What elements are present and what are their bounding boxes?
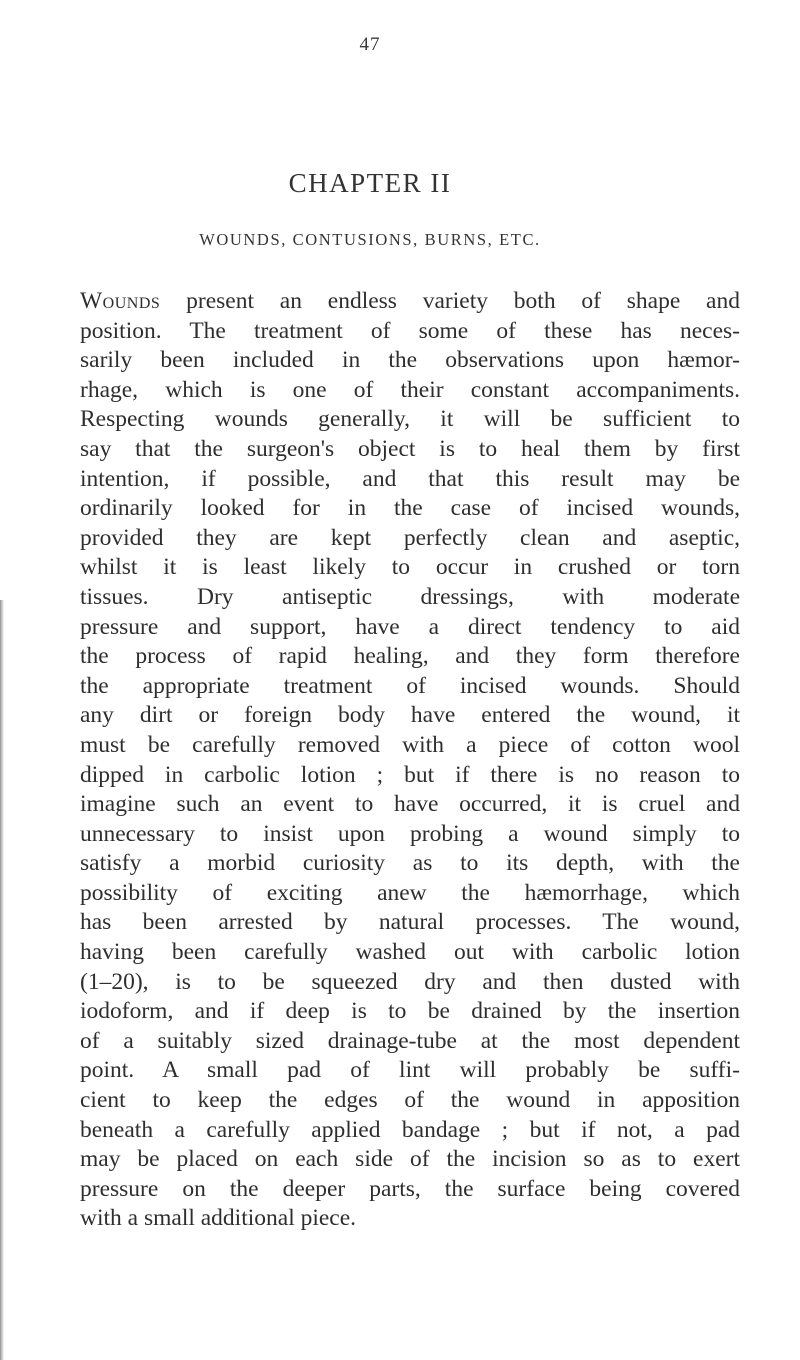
paragraph-line-first — [80, 287, 740, 317]
chapter-title: CHAPTER II — [288, 168, 452, 198]
paragraph-line-last: with a small additional piece. — [80, 1205, 357, 1232]
paragraph-line: position. The treatment of some of these has neces- — [80, 317, 740, 344]
paragraph-first-word: Wounds — [80, 288, 161, 314]
paragraph-line: iodoform, and if deep is to be drained by the insertion — [80, 998, 740, 1025]
paragraph-line: pressure on the deeper parts, the surface being covered — [80, 1175, 740, 1202]
paragraph-line: may be placed on each side of the incision so as to exert — [80, 1146, 740, 1173]
paragraph-line: satisfy a morbid curiosity as to its depth, with the — [80, 850, 740, 877]
page-binding-edge — [0, 600, 4, 1360]
body-paragraph — [80, 287, 740, 1234]
paragraph-line: any dirt or foreign body have entered the wound, it — [80, 702, 740, 729]
paragraph-line: whilst it is least likely to occur in crushed or torn — [80, 554, 740, 581]
paragraph-line: dipped in carbolic lotion ; but if there is no reason to — [80, 761, 740, 788]
paragraph-line: tissues. Dry antiseptic dressings, with moderate — [80, 583, 740, 610]
paragraph-line: Respecting wounds generally, it will be sufficient to — [80, 406, 740, 433]
paragraph-line: ordinarily looked for in the case of incised wounds, — [80, 495, 740, 522]
page-number: 47 — [359, 34, 381, 55]
paragraph-line: imagine such an event to have occurred, it is cruel and — [80, 791, 740, 818]
paragraph-line: pressure and support, have a direct tendency to aid — [80, 613, 740, 640]
paragraph-line: possibility of exciting anew the hæmorrhage, which — [80, 879, 740, 906]
paragraph-line: the process of rapid healing, and they form therefore — [80, 643, 740, 670]
paragraph-line: having been carefully washed out with carbolic lotion — [80, 939, 740, 966]
paragraph-line: point. A small pad of lint will probably be suffi- — [80, 1057, 740, 1084]
paragraph-line: say that the surgeon's object is to heal them by first — [80, 435, 740, 462]
paragraph-line: of a suitably sized drainage-tube at the most dependent — [80, 1027, 740, 1054]
section-title: WOUNDS, CONTUSIONS, BURNS, ETC. — [199, 230, 541, 249]
paragraph-line: must be carefully removed with a piece of cotton wool — [80, 731, 740, 758]
paragraph-line: provided they are kept perfectly clean and aseptic, — [80, 524, 740, 551]
paragraph-line: intention, if possible, and that this result may be — [80, 465, 740, 492]
paragraph-line: has been arrested by natural processes. The wound, — [80, 909, 740, 936]
paragraph-line: beneath a carefully applied bandage ; but if not, a pad — [80, 1116, 740, 1143]
paragraph-line: cient to keep the edges of the wound in apposition — [80, 1087, 740, 1114]
paragraph-line: unnecessary to insist upon probing a wound simply to — [80, 820, 740, 847]
paragraph-line: the appropriate treatment of incised wounds. Should — [80, 672, 740, 699]
paragraph-line: rhage, which is one of their constant accompaniments. — [80, 376, 740, 403]
paragraph-line-text: present an endless variety both of shape and — [160, 288, 740, 314]
paragraph-line: (1–20), is to be squeezed dry and then dusted with — [80, 968, 740, 995]
paragraph-line: sarily been included in the observations upon hæmor- — [80, 347, 740, 374]
